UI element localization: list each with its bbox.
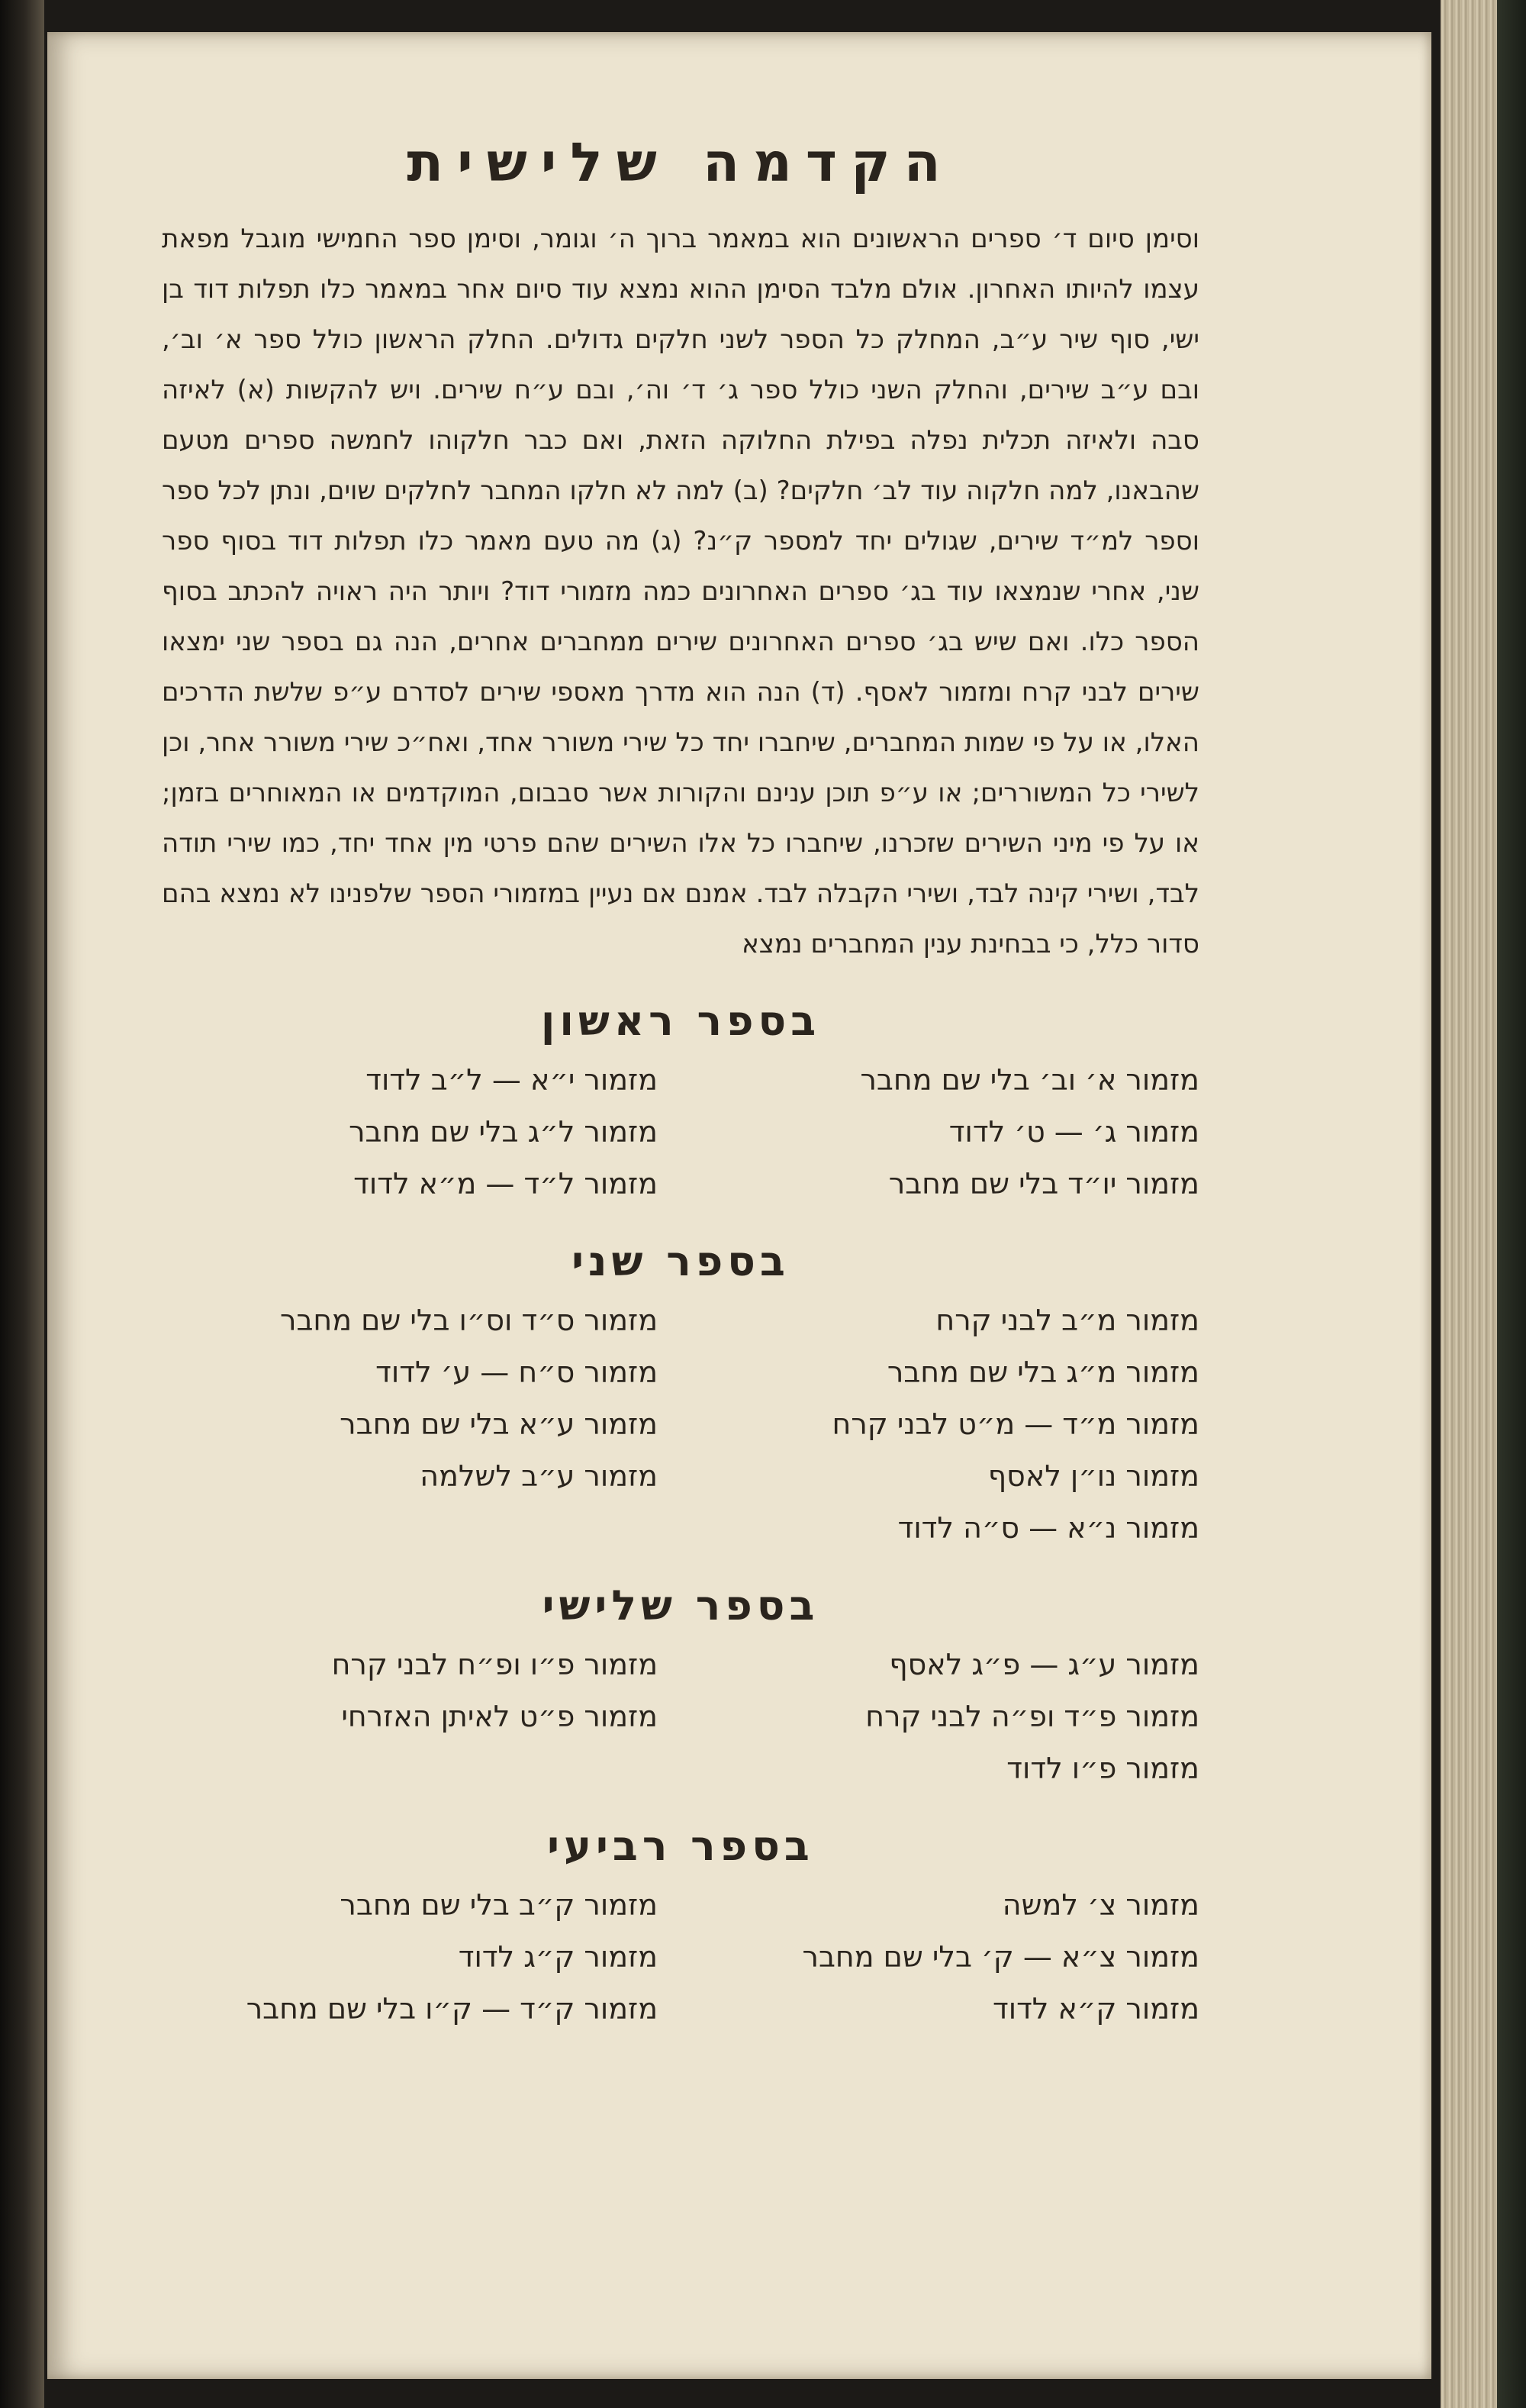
psalm-entry: מזמור ל״ד — מ״א לדוד (353, 1167, 658, 1201)
psalm-list (162, 1294, 1199, 1554)
book-cover-edge (1497, 0, 1526, 2408)
psalm-entry: מזמור מ״ד — מ״ט לבני קרח (832, 1407, 1199, 1441)
book-page (47, 32, 1431, 2379)
psalm-entry: מזמור ק״ב בלי שם מחבר (340, 1888, 658, 1922)
psalm-entry: מזמור ק״א לדוד (992, 1992, 1199, 2026)
section-title: בספר שלישי (542, 1581, 819, 1630)
page-title: הקדמה שלישית (407, 131, 955, 194)
psalm-entry: מזמור יו״ד בלי שם מחבר (888, 1167, 1199, 1201)
psalm-list (162, 1054, 1199, 1210)
section-book-4 (162, 1822, 1199, 2035)
psalm-entry: מזמור ע״ג — פ״ג לאסף (889, 1648, 1199, 1681)
psalm-entry (162, 1742, 658, 1794)
psalm-entry: מזמור פ״ט לאיתן האזרחי (341, 1700, 658, 1733)
psalm-list (162, 1639, 1199, 1794)
section-book-1 (162, 997, 1199, 1210)
psalm-entry: מזמור צ׳ למשה (1002, 1888, 1199, 1922)
psalm-entry: מזמור ע״ב לשלמה (420, 1459, 658, 1493)
psalm-entry: מזמור י״א — ל״ב לדוד (365, 1063, 658, 1097)
psalm-entry: מזמור ל״ג בלי שם מחבר (349, 1115, 658, 1149)
section-title: בספר שני (571, 1237, 790, 1285)
psalm-entry: מזמור ק״ג לדוד (458, 1940, 658, 1974)
psalm-entry: מזמור א׳ וב׳ בלי שם מחבר (860, 1063, 1199, 1097)
psalm-entry: מזמור פ״ד ופ״ה לבני קרח (865, 1700, 1199, 1733)
psalm-entry: מזמור נ״א — ס״ה לדוד (897, 1511, 1199, 1545)
psalm-entry: מזמור נו״ן לאסף (987, 1459, 1199, 1493)
psalm-entry: מזמור מ״ג בלי שם מחבר (887, 1356, 1199, 1389)
page-content (162, 131, 1199, 2035)
psalm-list (162, 1879, 1199, 2035)
psalm-entry: מזמור ע״א בלי שם מחבר (340, 1407, 658, 1441)
section-book-2 (162, 1237, 1199, 1554)
psalm-entry (162, 1502, 658, 1554)
psalm-entry: מזמור מ״ב לבני קרח (935, 1304, 1199, 1337)
section-title: בספר ראשון (540, 997, 821, 1045)
psalm-entry: מזמור ס״ח — ע׳ לדוד (375, 1356, 658, 1389)
body-paragraph: וסימן סיום ד׳ ספרים הראשונים הוא במאמר ברוך ה׳ וגומר, וסימן ספר החמישי מוגבל מפאת עצמו להיותו האחרון. אולם מלבד הסימן ההוא נמצא עוד סיום אחר במאמר כלו תפלות דוד בן ישי, סוף שיר ע״ב, המחלק כל הספר לשני חלקים גדולים. החלק הראשון כולל ספר א׳ וב׳, ובם ע״ב שירים, והחלק השני כולל ספר ג׳ ד׳ וה׳, ובם ע״ח שירים. ויש להקשות (א) לאיזה סבה ולאיזה תכלית נפלה בפילת החלוקה הזאת, ואם כבר חלקוהו לחמשה ספרים מטעם שהבאנו, למה חלקוה עוד לב׳ חלקים? (ב) למה לא חלקו המחבר לחלקים שוים, ונתן לכל ספר וספר למ״ד שירים, שגולים יחד למספר ק״נ? (ג) מה טעם מאמר כלו תפלות דוד בסוף ספר שני, אחרי שנמצאו עוד בג׳ ספרים האחרונים כמה מזמורי דוד? ויותר היה ראויה להכתב בסוף הספר כלו. ואם שיש בג׳ ספרים האחרונים שירים ממחברים אחרים, הנה גם בספר שני ימצאו שירים לבני קרח ומזמור לאסף. (ד) הנה הוא מדרך מאספי שירים לסדרם ע״פ שלשת הדרכים האלו, או על פי שמות המחברים, שיחברו יחד כל שירי משורר אחד, ואח״כ שירי משורר אחר, וכן לשירי כל המשוררים; או ע״פ תוכן ענינם והקורות אשר סבבום, המוקדמים או המאוחרים בזמן; או על פי מיני השירים שזכרנו, שיחברו כל אלו השירים שהם פרטי מין אחד יחד, כמו שירי תודה לבד, ושירי קינה לבד, ושירי הקבלה לבד. אמנם אם נעיין במזמורי הספר שלפנינו לא נמצא בהם סדור כלל, כי בבחינת ענין המחברים נמצא (162, 224, 1199, 959)
book-gutter (0, 0, 44, 2408)
psalm-entry: מזמור פ״ו ופ״ח לבני קרח (331, 1648, 658, 1681)
psalm-entry: מזמור צ״א — ק׳ בלי שם מחבר (802, 1940, 1199, 1974)
psalm-entry: מזמור ס״ד וס״ו בלי שם מחבר (280, 1304, 658, 1337)
section-title: בספר רביעי (547, 1822, 814, 1870)
psalm-entry: מזמור פ״ו לדוד (1006, 1752, 1199, 1785)
section-book-3 (162, 1581, 1199, 1794)
psalm-entry: מזמור ג׳ — ט׳ לדוד (948, 1115, 1199, 1149)
psalm-entry: מזמור ק״ד — ק״ו בלי שם מחבר (246, 1992, 658, 2026)
